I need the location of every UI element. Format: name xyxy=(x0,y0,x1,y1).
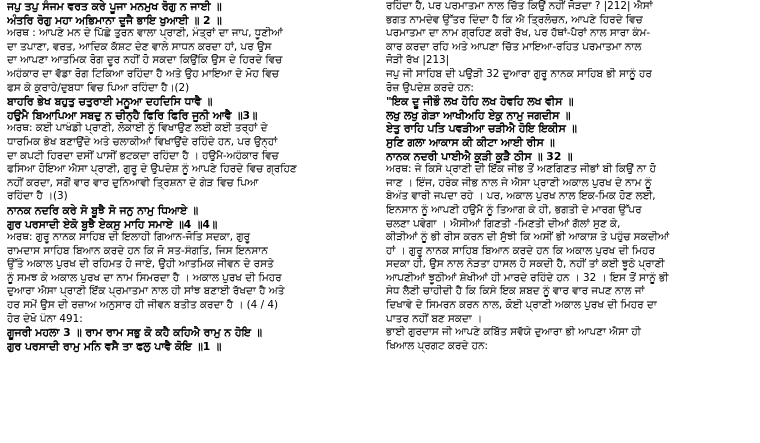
right-text-line: ਦਿਖਾਵੇ ਦੇ ਸਿਮਰਨ ਕਰਨ ਨਾਲ, ਕੋਈ ਪ੍ਰਾਣੀ ਅਕਾਲ ਪੁਰਖ ਦੀ ਮਿਹਰ ਦਾ xyxy=(386,299,657,312)
left-text-line: ਫਸ ਕੇ ਕੁਰਾਹੇ/ਦੁਬਧਾ ਵਿਚ ਪਿਆ ਰਹਿੰਦਾ ਹੈ।(2) xyxy=(7,81,190,94)
left-verse-line: ਗੁਰ ਪਰਸਾਦੀ ਏਕੋ ਬੂਝੈ ਏਕਸੁ ਮਾਹਿ ਸਮਾਏ ॥4 ॥4॥ xyxy=(7,217,218,231)
left-text-line: ਅਹੰਕਾਰ ਦਾ ਵੱਡਾ ਰੋਗ ਟਿਕਿਆ ਰਹਿੰਦਾ ਹੈ ਅਤੇ ਉਹ ਮਾਇਆ ਦੇ ਮੋਹ ਵਿਚ xyxy=(7,67,279,80)
left-verse-line: ਅੰਤਰਿ ਰੋਗੁ ਮਹਾ ਅਭਿਮਾਨਾ ਦੂਜੈ ਭਾਇ ਖੁਆਈ ॥ 2 ॥ xyxy=(7,13,222,27)
right-text-line: ਜਪੁ ਜੀ ਸਾਹਿਬ ਦੀ ਪਉੜੀ 32 ਦੁਆਰਾ ਗੁਰੂ ਨਾਨਕ ਸਾਹਿਬ ਭੀ ਸਾਨੂੰ ਹਰ xyxy=(386,67,652,80)
right-text-line: ਭਗਤ ਨਾਮਦੇਵ ਉੱਤਰ ਦਿੰਦਾ ਹੈ ਕਿ ਐ ਤ੍ਰਿਲੋਚਨ, ਆਪਣੇ ਹਿਰਦੇ ਵਿਚ xyxy=(386,13,643,26)
right-verse-line: ਏਤੁ ਰਾਹਿ ਪਤਿ ਪਵੜੀਆ ਚੜੀਐ ਹੋਇ ਇਕੀਸ ॥ xyxy=(386,122,577,136)
left-verse-line: ਨਾਨਕ ਨਦਰਿ ਕਰੇ ਸੋ ਬੂਝੈ ਸੋ ਜਨੁ ਨਾਮੁ ਧਿਆਏ ॥ xyxy=(7,203,199,217)
left-verse-line: ਹਉਮੈ ਬਿਆਪਿਆ ਸਬਦੁ ਨ ਚੀਨ੍ਹੈ ਫਿਰਿ ਫਿਰਿ ਜੂਨੀ ਆਵੈ ॥3॥ xyxy=(7,108,258,122)
right-text-line: ਕਾਰ ਕਰਦਾ ਰਹਿ ਅਤੇ ਆਪਣਾ ਚਿੱਤ ਮਾਇਆ-ਰਹਿਤ ਪਰਮਾਤਮਾ ਨਾਲ xyxy=(386,40,642,53)
right-text-line: ਭਾਈ ਗੁਰਦਾਸ ਜੀ ਆਪਣੇ ਕਬਿੱਤ ਸਵੱਯੇ ਦੁਆਰਾ ਭੀ ਆਪਣਾ ਐਸਾ ਹੀ xyxy=(386,326,641,339)
left-text-line: ਦਾ ਆਪਣਾ ਆਤਮਿਕ ਰੋਗ ਦੂਰ ਨਹੀਂ ਹੋ ਸਕਦਾ ਕਿਉਂਕਿ ਉਸ ਦੇ ਹਿਰਦੇ ਵਿਚ xyxy=(7,54,283,67)
left-text-line: ਰਹਿੰਦਾ ਹੈ ।(3) xyxy=(7,190,68,203)
left-text-line: ਨੂੰ ਸਮਝ ਕੇ ਅਕਾਲ ਪੁਰਖ ਦਾ ਨਾਮ ਸਿਮਰਦਾ ਹੈ । ਅਕਾਲ ਪੁਰਖ ਦੀ ਮਿਹਰ xyxy=(7,271,282,284)
right-text-line: ਇਨਸਾਨ ਨੂੰ ਆਪਣੀ ਹਉਮੈ ਨੂੰ ਤਿਆਗ ਕੇ ਹੀ, ਭਗਤੀ ਦੇ ਮਾਰਗ ਉੱਪਰ xyxy=(386,203,642,216)
right-text-line: ਕੀੜੀਆਂ ਨੂੰ ਭੀ ਰੀਸ ਕਰਨ ਦੀ ਸੁੱਝੀ ਕਿ ਅਸੀਂ ਭੀ ਆਕਾਸ਼ ਤੇ ਪਹੁੰਚ ਸਕਦੀਆਂ xyxy=(386,231,670,244)
left-verse-line: ਗੂਜਰੀ ਮਹਲਾ 3 ॥ ਰਾਮ ਰਾਮ ਸਭੁ ਕੋ ਕਹੈ ਕਹਿਐ ਰਾਮੁ ਨ ਹੋਇ ॥ xyxy=(7,326,262,340)
right-column xyxy=(376,0,760,443)
right-text-line: ਸੇਧ ਲੈਣੀ ਚਾਹੀਦੀ ਹੈ ਕਿ ਕਿਸੇ ਇਕ ਸ਼ਬਦ ਨੂੰ ਵਾਰ ਵਾਰ ਜਪਣ ਨਾਲ ਜਾਂ xyxy=(386,285,645,298)
left-verse-line: ਬਾਹਰਿ ਭੇਖ ਬਹੁਤੁ ਚਤੁਰਾਈ ਮਨੂਆ ਦਹਦਿਸਿ ਧਾਵੈ ॥ xyxy=(7,95,213,109)
left-text-line: ਦੁਆਰਾ ਐਸਾ ਪ੍ਰਾਣੀ ਇੱਕ ਪ੍ਰਮਾਤਮਾ ਨਾਲ ਹੀ ਸਾਂਝ ਬਣਾਈ ਰੱਖਦਾ ਹੈ ਅਤੇ xyxy=(7,285,285,298)
left-text-line: ਅਰਥ: ਗੁਰੂ ਨਾਨਕ ਸਾਹਿਬ ਦੀ ਇਲਾਹੀ ਗਿਆਨ-ਜੋਤਿ ਸਦਕਾ, ਗੁਰੂ xyxy=(7,231,250,244)
right-text-line: ਜਾਣ । ਇੰਜ, ਹਰੇਕ ਜੀਭ ਨਾਲ ਜੇ ਐਸਾ ਪ੍ਰਾਣੀ ਅਕਾਲ ਪੁਰਖ ਦੇ ਨਾਮ ਨੂੰ xyxy=(386,176,652,189)
left-text-line: ਦਾ ਕਪਟੀ ਹਿਰਦਾ ਦਸੀਂ ਪਾਸੀਂ ਭਟਕਦਾ ਰਹਿੰਦਾ ਹੈ । ਹਉਮੈ-ਅਹੰਕਾਰ ਵਿਚ xyxy=(7,149,279,162)
left-text-line: ਅਰਥ : ਆਪਣੇ ਮਨ ਦੇ ਪਿੱਛੇ ਤੁਰਨ ਵਾਲਾ ਪ੍ਰਾਣੀ, ਮੰਤ੍ਰਾਂ ਦਾ ਜਾਪ, ਧੂਣੀਆਂ xyxy=(7,27,283,40)
right-verse-line: "ਇਕ ਦੂ ਜੀਭੌ ਲਖ ਹੋਹਿ ਲਖ ਹੋਵਹਿ ਲਖ ਵੀਸ ॥ xyxy=(386,95,574,109)
left-text-line: ਉੱਤੇ ਅਕਾਲ ਪੁਰਖ ਦੀ ਰਹਿਮਤ ਹੋ ਜਾਏ, ਉਹੀ ਆਤਮਿਕ ਜੀਵਨ ਦੇ ਰਸਤੇ xyxy=(7,258,274,271)
right-verse-line: ਸੁਣਿ ਗਲਾ ਆਕਾਸ ਕੀ ਕੀਟਾ ਆਈ ਰੀਸ ॥ xyxy=(386,135,555,149)
left-text-line: ਦਾ ਤਪਾਣਾ, ਵਰਤ, ਆਦਿਕ ਕੱਸ਼ਟ ਦੇਣ ਵਾਲੇ ਸਾਧਨ ਕਰਦਾ ਹਾਂ, ਪਰ ਉਸ xyxy=(7,40,272,53)
left-column xyxy=(0,0,376,443)
right-verse-line: ਨਾਨਕ ਨਦਰੀ ਪਾਈਐ ਕੂੜੀ ਕੂੜੈ ਠੀਸ ॥ 32 ॥ xyxy=(386,149,573,163)
left-verse-line: ਜਪੁ ਤਪੁ ਸੰਜਮ ਵਰਤ ਕਰੇ ਪੂਜਾ ਮਨਮੁਖ ਰੋਗੁ ਨ ਜਾਈ ॥ xyxy=(7,0,222,13)
left-text-line: ਨਹੀਂ ਕਰਦਾ, ਸਗੋਂ ਵਾਰ ਵਾਰ ਦੁਨਿਆਵੀ ਤ੍ਰਿਸ਼ਨਾ ਦੇ ਗੇੜ ਵਿਚ ਪਿਆ xyxy=(7,176,259,189)
right-text-line: ਪਰਮਾਤਮਾ ਦਾ ਨਾਮ ਗ੍ਰਹਿਣ ਕਰੀ ਰੱਖ, ਪਰ ਹੱਥਾਂ-ਪੈਰਾਂ ਨਾਲ ਸਾਰਾ ਕੰਮ- xyxy=(386,27,651,40)
left-text-line: ਅਰਥ: ਕਈ ਪਾਖੰਡੀ ਪ੍ਰਾਣੀ, ਲੋਕਾਈ ਨੂੰ ਵਿਖਾਉਣ ਲਈ ਕਈ ਤਰ੍ਹਾਂ ਦੇ xyxy=(7,122,268,135)
right-text-line: ਅਰਥ: ਜੇ ਕਿਸੇ ਪ੍ਰਾਣੀ ਦੀ ਇੱਕ ਜੀਭ ਤੋਂ ਅਣਗਿਣਤ ਜੀਭਾਂ ਬੀ ਕਿਉਂ ਨਾ ਹੋ xyxy=(386,163,656,176)
left-verse-line: ਗੁਰ ਪਰਸਾਦੀ ਰਾਮੁ ਮਨਿ ਵਸੈ ਤਾ ਫਲੁ ਪਾਵੈ ਕੋਇ ॥1 ॥ xyxy=(7,339,222,353)
right-text-line: ਰੋਜ਼ ਉਪਦੇਸ਼ ਕਰਦੇ ਹਨ: xyxy=(386,81,474,94)
left-text-line: ਧਾਰਮਿਕ ਭੇਖ ਬਣਾਉਂਦੇ ਅਤੇ ਚਲਾਕੀਆਂ ਵਿਖਾਉਂਦੇ ਰਹਿੰਦੇ ਹਨ, ਪਰ ਉਨ੍ਹਾਂ xyxy=(7,135,278,148)
right-text-line: ਜੋੜੀ ਰੱਖ |213| xyxy=(386,54,450,67)
left-text-line: ਹੋਰ ਦੇਖੋ ਪੰਨਾ 491: xyxy=(7,312,83,325)
right-text-line: ਰਹਿੰਦਾ ਹੈ, ਪਰ ਪਰਮਾਤਮਾ ਨਾਲ ਚਿੱਤ ਕਿਉਂ ਨਹੀਂ ਜੋੜਦਾ ? |212| ਐਸਾਂ xyxy=(386,0,653,12)
left-text-line: ਹਰ ਸਮੇਂ ਉਸ ਦੀ ਰਜ਼ਾਅ ਅਨੁਸਾਰ ਹੀ ਜੀਵਨ ਬਤੀਤ ਕਰਦਾ ਹੈ । (4 / 4) xyxy=(7,299,279,312)
right-text-line: ਪਾਤਰ ਨਹੀਂ ਬਣ ਸਕਦਾ । xyxy=(386,312,483,325)
right-text-line: ਬੇਅੰਤ ਵਾਰੀ ਜਪਦਾ ਰਹੇ । ਪਰ, ਅਕਾਲ ਪੁਰਖ ਨਾਲ ਇਕ-ਮਿਕ ਹੋਣ ਲਈ, xyxy=(386,190,656,203)
left-text-line: ਫਸਿਆ ਹੋਇਆ ਐਸਾ ਪ੍ਰਾਣੀ, ਗੁਰੂ ਦੇ ਉਪਦੇਸ਼ ਨੂੰ ਆਪਣੇ ਹਿਰਦੇ ਵਿਚ ਗ੍ਰਹਿਣ xyxy=(7,163,297,176)
right-text-line: ਖਿਆਲ ਪ੍ਰਗਟ ਕਰਦੇ ਹਨ: xyxy=(386,339,488,352)
right-verse-line: ਲਖੁ ਲਖੁ ਗੇੜਾ ਆਖੀਅਹਿ ਏਕੁ ਨਾਮੁ ਜਗਦੀਸ ॥ xyxy=(386,108,571,122)
left-text-line: ਰਾਮਦਾਸ ਸਾਹਿਬ ਬਿਆਨ ਕਰਦੇ ਹਨ ਕਿ ਜੋ ਸਤ-ਸੰਗਤਿ, ਜਿਸ ਇਨਸਾਨ xyxy=(7,244,268,257)
right-text-line: ਚਲਣਾ ਪਵੇਗਾ । ਐਸੀਆਂ ਗਿਣਤੀ -ਮਿਣਤੀ ਦੀਆਂ ਗੱਲਾਂ ਸੁਣ ਕੇ, xyxy=(386,217,621,230)
right-text-line: ਹਾਂ । ਗੁਰੂ ਨਾਨਕ ਸਾਹਿਬ ਬਿਆਨ ਕਰਦੇ ਹਨ ਕਿ ਅਕਾਲ ਪੁਰਖ ਦੀ ਮਿਹਰ xyxy=(386,244,655,257)
right-text-line: ਆਪਣੀਆਂ ਝੂਠੀਆਂ ਸ਼ੇਖੀਆਂ ਹੀ ਮਾਰਦੇ ਰਹਿੰਦੇ ਹਨ । 32 । ਇਸ ਤੋਂ ਸਾਨੂੰ ਭੀ xyxy=(386,271,669,284)
right-text-line: ਸਦਕਾ ਹੀ, ਉਸ ਨਾਲ ਨੇੜਤਾ ਹਾਸਲ ਹੋ ਸਕਦੀ ਹੈ, ਨਹੀਂ ਤਾਂ ਕਈ ਝੂਠੇ ਪ੍ਰਾਣੀ xyxy=(386,258,665,271)
